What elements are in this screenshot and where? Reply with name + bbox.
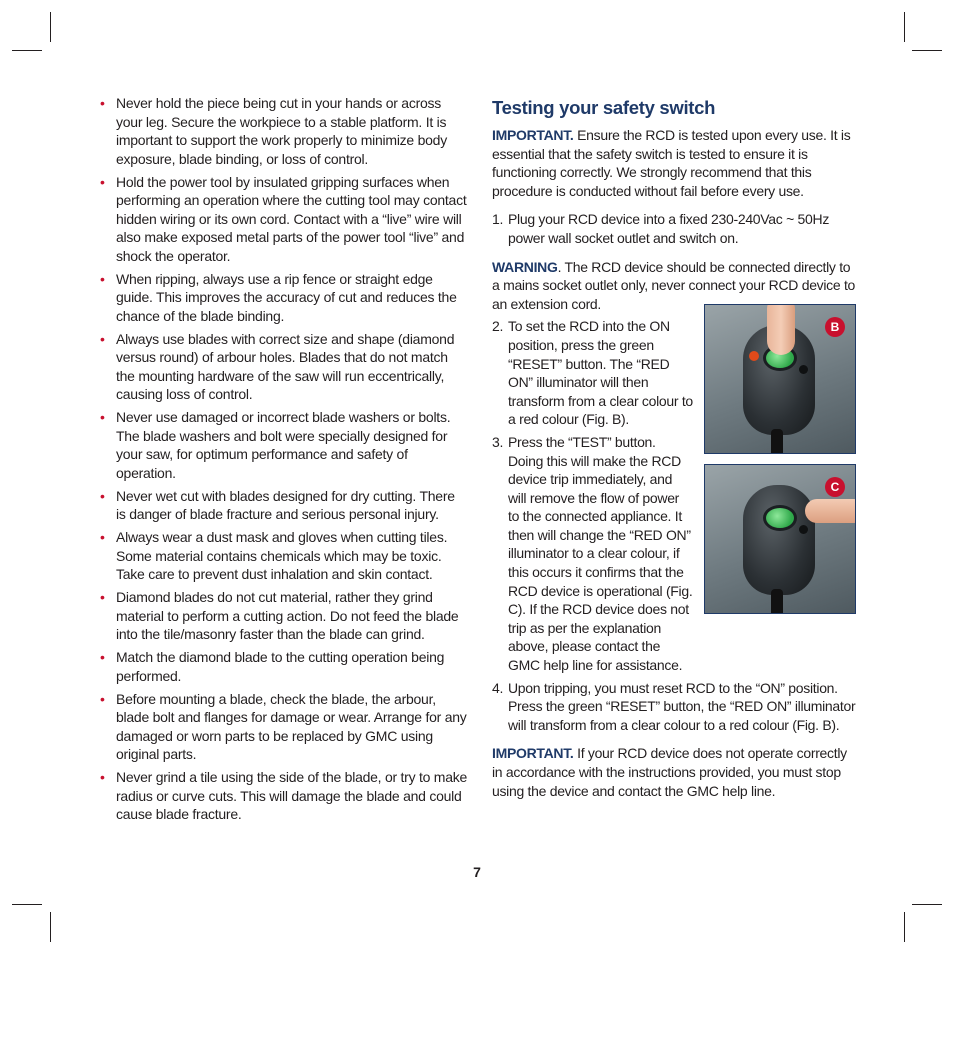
figure-c-label: C (825, 477, 845, 497)
list-item: • Never use damaged or incorrect blade washers or bolts. The blade washers and bolt were specially designed for your saw, for optimum performance and safety of operation. (100, 409, 451, 482)
bullet-icon: • (100, 487, 105, 504)
section-heading: Testing your safety switch (492, 97, 716, 118)
red-on-illuminator-icon (749, 351, 759, 361)
bullet-icon: • (100, 330, 105, 347)
list-item: • Never wet cut with blades designed for dry cutting. There is danger of blade fracture and serious personal injury. (100, 487, 455, 523)
crop-mark (912, 50, 942, 51)
step-2: 2. To set the RCD into the ON position, press the green “RESET” button. The “RED ON” illuminator will then transform from a clear colour to a red colour (Fig. B). (492, 318, 693, 428)
list-item: • When ripping, always use a rip fence or straight edge guide. This improves the accuracy of cut and reduces the chance of the blade binding. (100, 270, 457, 324)
crop-mark (912, 904, 942, 905)
bullet-icon: • (100, 769, 105, 786)
list-item: • Never grind a tile using the side of the blade, or try to make radius or curve cuts. This will damage the blade and could cause blade fracture. (100, 769, 468, 823)
test-button-icon (799, 525, 808, 534)
warning-note: WARNING. The RCD device should be connected directly to a mains socket outlet only, never connect your RCD device to an extension cord. (492, 258, 856, 312)
crop-mark (12, 904, 42, 905)
bullet-icon: • (100, 649, 105, 666)
step-1: 1. Plug your RCD device into a fixed 230-240Vac ~ 50Hz power wall socket outlet and switch on. (492, 211, 830, 246)
bullet-icon: • (100, 589, 105, 606)
list-item: • Never hold the piece being cut in your hands or across your leg. Secure the workpiece to a stable platform. It is important to support the work properly to minimize body exposure, blade binding, or loss of control. (100, 95, 447, 167)
crop-mark (50, 912, 51, 942)
important-note: IMPORTANT. Ensure the RCD is tested upon every use. It is essential that the safety switch is tested to ensure it is functioning correctly. We strongly recommend that this procedure is conducted without fail before every use. (492, 127, 851, 199)
bullet-icon: • (100, 690, 105, 707)
power-cord (771, 589, 783, 614)
list-item: • Always wear a dust mask and gloves when cutting tiles. Some material contains chemicals which may be toxic. Take care to prevent dust inhalation and skin contact. (100, 529, 448, 583)
safety-bullets-column (100, 94, 468, 828)
test-button-icon (799, 365, 808, 374)
crop-mark (12, 50, 42, 51)
crop-mark (904, 12, 905, 42)
bullet-icon: • (100, 270, 105, 287)
bullet-icon: • (100, 173, 105, 190)
crop-mark (904, 912, 905, 942)
rcd-device (743, 485, 815, 595)
list-item: • Match the diamond blade to the cutting operation being performed. (100, 649, 445, 684)
reset-button-icon (763, 505, 797, 531)
step-4: 4. Upon tripping, you must reset RCD to the “ON” position. Press the green “RESET” button, the “RED ON” illuminator will transform from a clear colour to a red colour (Fig. B). (492, 679, 856, 733)
list-item: • Hold the power tool by insulated gripping surfaces when performing an operation where the cutting tool may contact hidden wiring or its own cord. Contact with a “live” wire will also make exposed metal parts of the power tool “live” and shock the operator. (100, 173, 467, 264)
warning-label: WARNING (492, 258, 558, 275)
important-label: IMPORTANT. (492, 127, 574, 143)
bullet-icon: • (100, 409, 105, 426)
power-cord (771, 429, 783, 454)
bullet-icon: • (100, 95, 105, 111)
step-3: 3. Press the “TEST” button. Doing this will make the RCD device trip immediately, and will remove the flow of power to the connected appliance. It then will change the “RED ON” illuminator to a clear colour, if this occurs it confirms that the RCD device is operational (Fig. C). If the RCD device does not trip as per the explanation above, please contact the GMC help line for assistance. (492, 433, 693, 674)
figure-b-photo (704, 304, 856, 454)
safety-bullet-list (100, 94, 468, 824)
finger-icon (767, 304, 795, 355)
figure-c-photo (704, 464, 856, 614)
bullet-icon: • (100, 529, 105, 546)
list-item: • Always use blades with correct size and shape (diamond versus round) of arbour holes. Blades that do not match the mounting hardware of the saw will run eccentrically, causing loss of control. (100, 330, 455, 403)
crop-mark (50, 12, 51, 42)
list-item: • Diamond blades do not cut material, rather they grind material to perform a cutting action. Do not feed the blade into the tile/masonry faster than the blade can grind. (100, 589, 459, 643)
figure-b-label: B (825, 317, 845, 337)
important-label: IMPORTANT. (492, 745, 574, 762)
finger-icon (805, 499, 856, 523)
page-number: 7 (473, 864, 481, 880)
important-note-2: IMPORTANT. If your RCD device does not operate correctly in accordance with the instructions provided, you must stop using the device and contact the GMC help line. (492, 745, 847, 799)
list-item: • Before mounting a blade, check the blade, the arbour, blade bolt and flanges for damage or wear. Arrange for any damaged or worn parts to be replaced by GMC using original parts. (100, 690, 467, 763)
